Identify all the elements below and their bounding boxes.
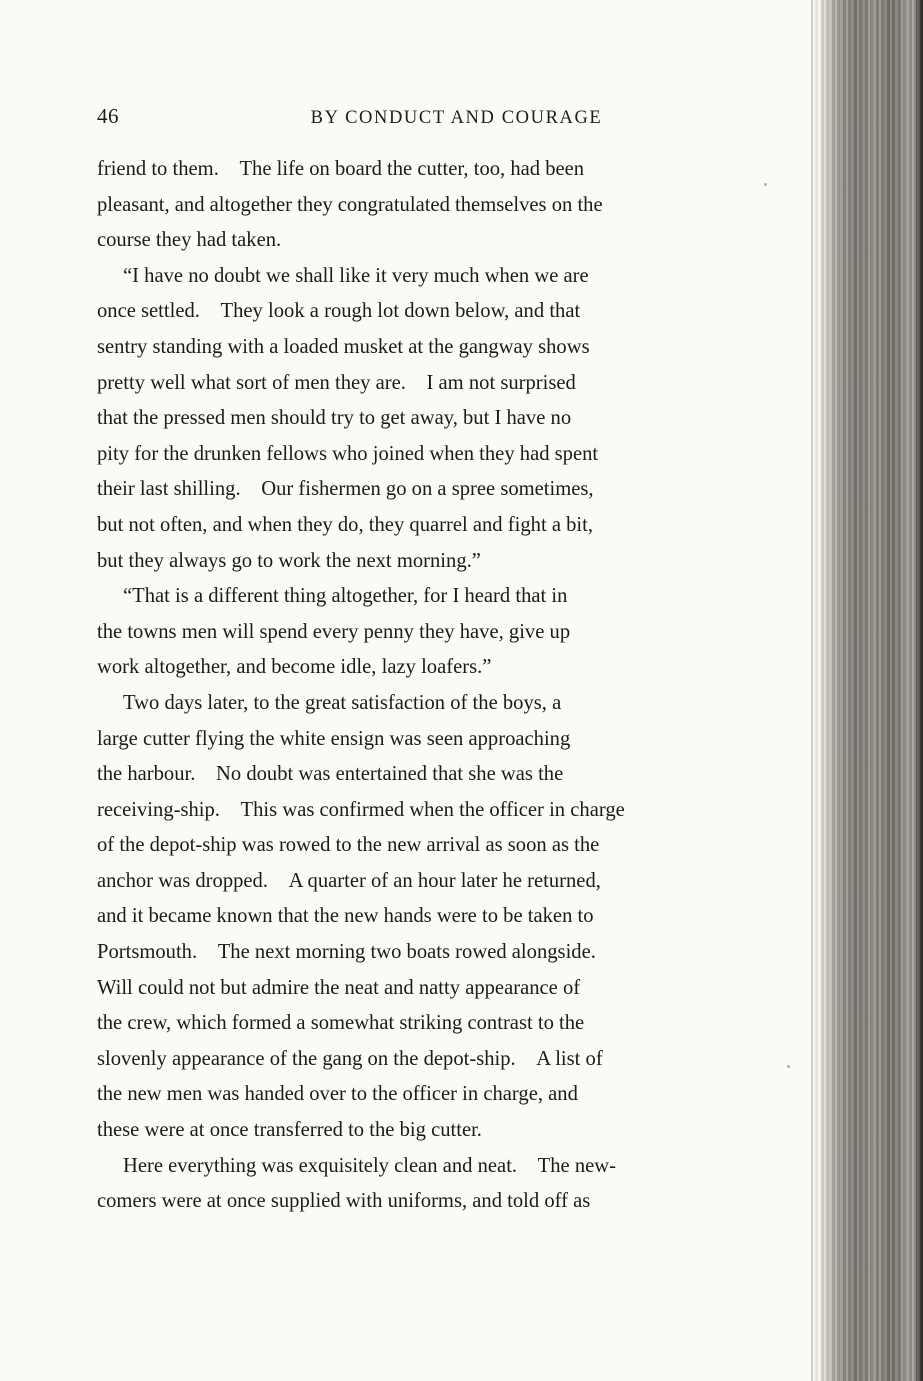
text-line: course they had taken. <box>97 229 282 252</box>
page-number: 46 <box>97 104 119 128</box>
text-line: the towns men will spend every penny they have, give up <box>97 620 571 643</box>
running-head: BY CONDUCT AND COURAGE <box>310 108 603 128</box>
text-line: these were at once transferred to the big cutter. <box>97 1119 482 1142</box>
text-line: Portsmouth. The next morning two boats rowed alongside. <box>97 941 596 964</box>
text-line: anchor was dropped. A quarter of an hour later he returned, <box>97 869 601 892</box>
text-line: comers were at once supplied with uniforms, and told off as <box>97 1190 591 1213</box>
text-line: but they always go to work the next morning.” <box>97 549 481 572</box>
text-line: but not often, and when they do, they quarrel and fight a bit, <box>97 513 594 536</box>
text-line: pretty well what sort of men they are. I am not surprised <box>97 371 576 394</box>
text-line: receiving-ship. This was confirmed when the officer in charge <box>97 798 625 821</box>
scan-gutter-shadow <box>813 0 923 1381</box>
scan-speck <box>787 1065 790 1068</box>
text-line: friend to them. The life on board the cutter, too, had been <box>97 158 585 180</box>
text-line: the crew, which formed a somewhat striking contrast to the <box>97 1012 585 1035</box>
text-line: sentry standing with a loaded musket at the gangway shows <box>97 335 590 358</box>
text-line: pity for the drunken fellows who joined when they had spent <box>97 442 599 465</box>
text-line: “That is a different thing altogether, for I heard that in <box>123 585 568 608</box>
body-text <box>97 152 782 1220</box>
text-line: Here everything was exquisitely clean and neat. The new- <box>123 1154 617 1177</box>
text-line: the harbour. No doubt was entertained that she was the <box>97 763 564 786</box>
text-line: pleasant, and altogether they congratulated themselves on the <box>97 193 603 216</box>
text-line: once settled. They look a rough lot down below, and that <box>97 300 581 323</box>
text-line: the new men was handed over to the officer in charge, and <box>97 1083 578 1106</box>
text-line: their last shilling. Our fishermen go on a spree sometimes, <box>97 478 594 501</box>
text-line: of the depot-ship was rowed to the new arrival as soon as the <box>97 834 600 857</box>
text-line: Two days later, to the great satisfaction of the boys, a <box>123 691 562 714</box>
page-header <box>97 104 781 129</box>
text-line: work altogether, and become idle, lazy loafers.” <box>97 656 492 679</box>
text-line: that the pressed men should try to get away, but I have no <box>97 407 572 430</box>
text-line: slovenly appearance of the gang on the depot-ship. A list of <box>97 1047 603 1070</box>
scan-gutter-border <box>811 0 813 1381</box>
text-line: large cutter flying the white ensign was seen approaching <box>97 727 571 750</box>
text-line: Will could not but admire the neat and natty appearance of <box>97 976 581 999</box>
text-line: “I have no doubt we shall like it very much when we are <box>123 264 589 287</box>
scan-speck <box>764 183 767 186</box>
scan-edge <box>916 0 923 1381</box>
text-line: and it became known that the new hands were to be taken to <box>97 905 594 928</box>
